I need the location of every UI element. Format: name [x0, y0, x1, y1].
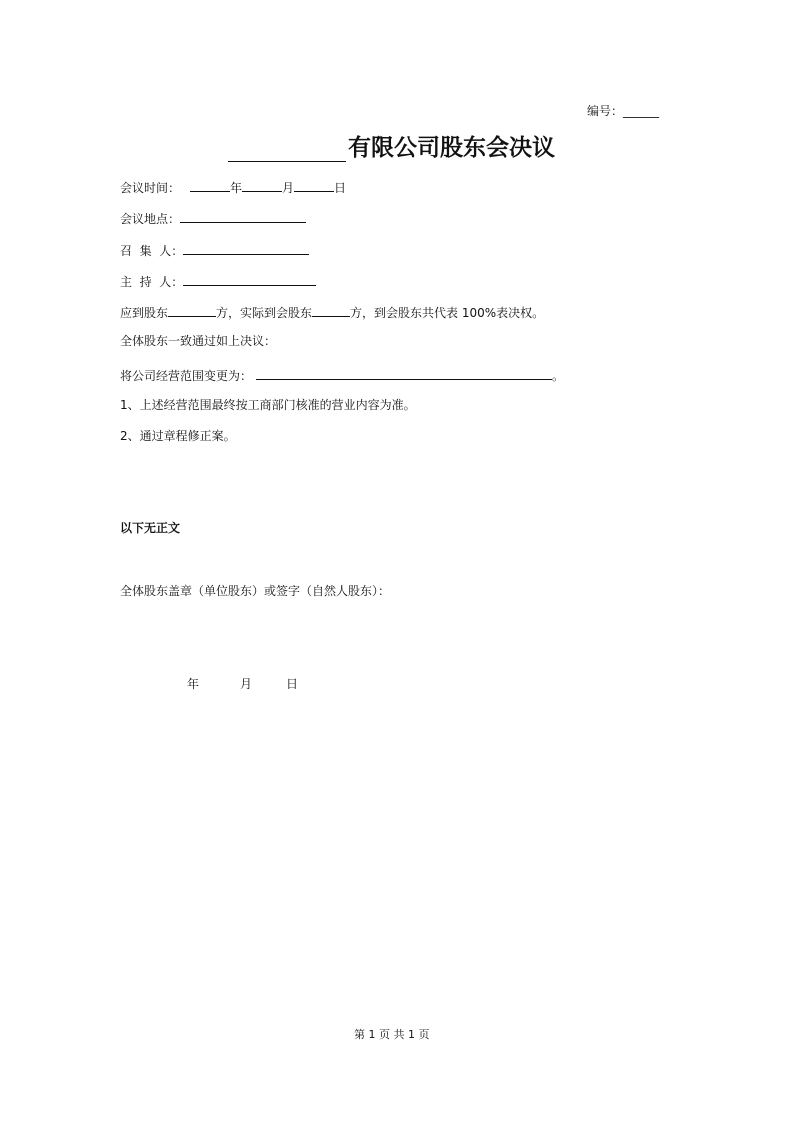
present-shareholders-blank — [312, 303, 350, 317]
meeting-place-row — [120, 209, 306, 226]
business-scope-row — [120, 366, 564, 383]
resolution-item-2: 2、通过章程修正案。 — [120, 429, 236, 443]
business-scope-label: 将公司经营范围变更为： — [120, 369, 253, 383]
meeting-time-row — [120, 178, 346, 195]
document-title — [228, 134, 555, 162]
no-further-text: 以下无正文 — [120, 521, 181, 535]
company-name-blank — [228, 137, 346, 162]
meeting-place-label: 会议地点： — [120, 212, 181, 226]
host-label: 主 持 人： — [120, 275, 184, 289]
attendance-part3: 方，到会股东共代表 100%表决权。 — [350, 306, 545, 320]
attendance-part2: 方，实际到会股东 — [216, 306, 313, 320]
convener-row — [120, 241, 309, 258]
resolution-intro: 全体股东一致通过如上决议： — [120, 334, 277, 348]
convener-blank — [183, 241, 309, 255]
month-label: 月 — [282, 181, 295, 195]
resolution-item-1: 1、上述经营范围最终按工商部门核准的营业内容为准。 — [120, 398, 416, 412]
expected-shareholders-blank — [168, 303, 216, 317]
business-scope-blank — [256, 366, 552, 380]
signing-date-row — [187, 677, 298, 691]
attendance-part1: 应到股东 — [120, 306, 169, 320]
attendance-row — [120, 303, 544, 320]
year-blank — [190, 178, 230, 192]
business-scope-end: 。 — [552, 369, 565, 383]
page-number-footer: 第 1 页 共 1 页 — [354, 1028, 430, 1041]
year-label: 年 — [230, 181, 243, 195]
signature-instruction: 全体股东盖章（单位股东）或签字（自然人股东）： — [120, 584, 391, 598]
serial-blank: ______ — [623, 104, 660, 118]
title-text: 有限公司股东会决议 — [348, 135, 555, 161]
day-blank — [294, 178, 334, 192]
host-row — [120, 272, 316, 289]
host-blank — [183, 272, 316, 286]
convener-label: 召 集 人： — [120, 244, 184, 258]
meeting-place-blank — [180, 209, 306, 223]
signing-day-label: 日 — [286, 677, 299, 691]
signing-month-label: 月 — [240, 677, 253, 691]
meeting-time-label: 会议时间： — [120, 181, 181, 195]
serial-number — [587, 104, 659, 118]
signing-year-label: 年 — [187, 677, 200, 691]
month-blank — [242, 178, 282, 192]
serial-label: 编号： — [587, 104, 624, 118]
day-label: 日 — [334, 181, 347, 195]
